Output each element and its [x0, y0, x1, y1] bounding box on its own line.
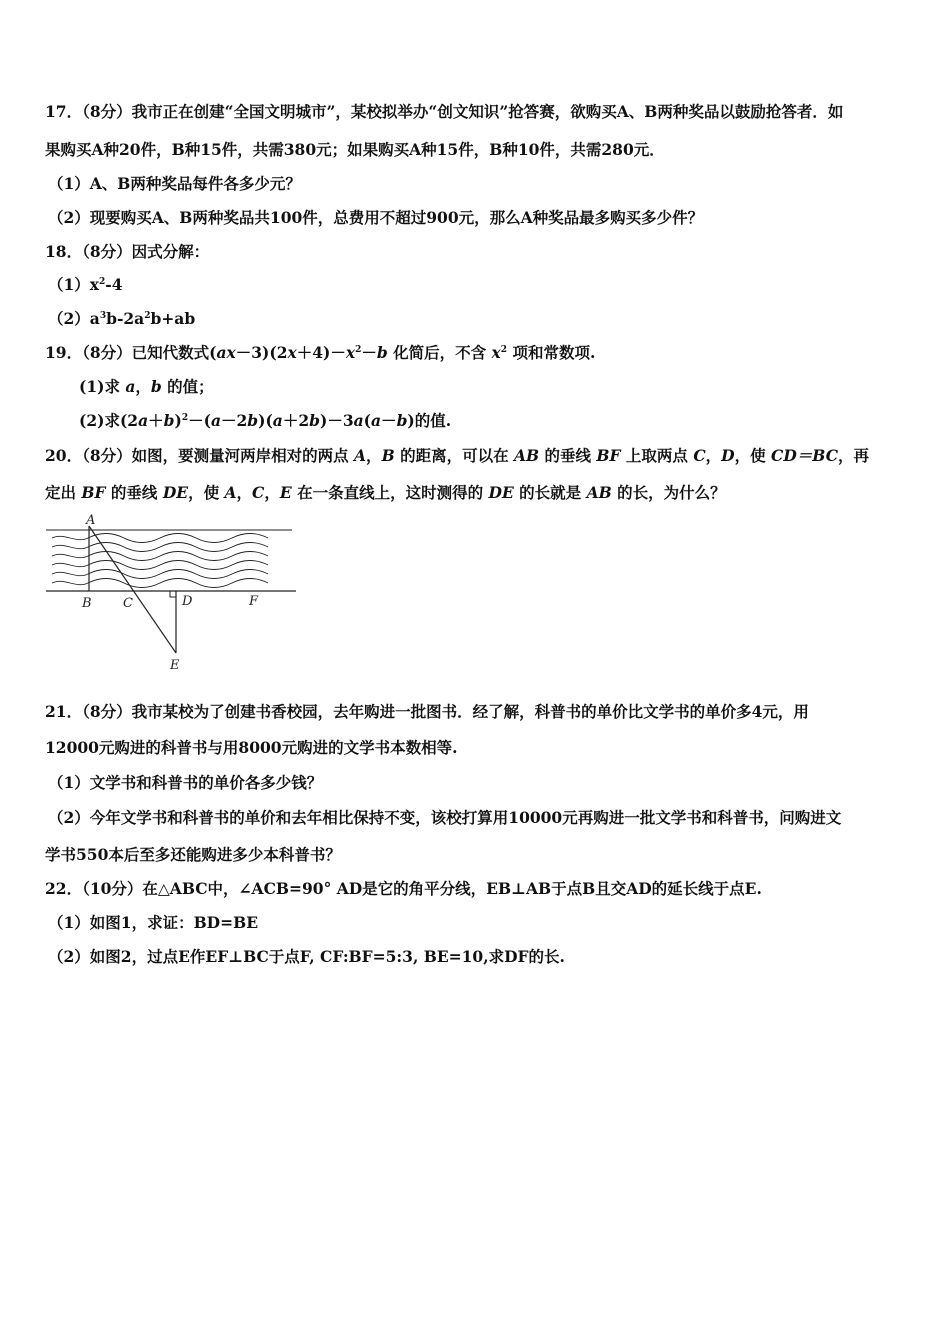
- q21-part1: （1）文学书和科普书的单价各多少钱？: [48, 773, 323, 792]
- label-D: D: [182, 594, 193, 609]
- q18-part1: $(1)x^2-4$: [48, 275, 123, 294]
- label-E: E: [170, 658, 180, 672]
- q18-part2: $(2)a^3b-2a^2b+ab$: [48, 309, 196, 328]
- label-C: C: [123, 596, 133, 611]
- q21-part2-line1: （2）今年文学书和科普书的单价和去年相比保持不变，该校打算用10000元再购进一批文学书和科普书，问购进文: [48, 808, 842, 827]
- q22-part1: （1）如图1，求证：BD=BE: [48, 913, 259, 932]
- segment-AE: [89, 526, 176, 653]
- q21-line2: 12000元购进的科普书与用8000元购进的文学书本数相等.: [45, 738, 458, 757]
- q19-line1: 19．（8分）已知代数式$(ax-3)(2x+4)-x^2-b$ 化简后，不含 $x^2$ 项和常数项.: [45, 343, 596, 362]
- label-F: F: [249, 594, 259, 609]
- q22-part2: （2）如图2，过点E作EF⊥BC于点F, CF:BF=5:3, BE=10,求DF的长.: [48, 947, 565, 966]
- q22-line1: 22．（10分）在△ABC中，∠ACB=90° AD是它的角平分线，EB⊥AB于点B且交AD的延长线于点E.: [45, 879, 762, 898]
- q18-line1: 18．（8分）因式分解：: [45, 242, 210, 261]
- q20-line2: 定出 BF 的垂线 DE，使 A，C，E 在一条直线上，这时测得的 DE 的长就是 AB 的长，为什么？: [45, 483, 726, 502]
- q21-line1: 21．（8分）我市某校为了创建书香校园，去年购进一批图书．经了解，科普书的单价比文学书的单价多4元，用: [45, 702, 809, 721]
- river-waves: [52, 534, 268, 588]
- q21-part2-line2: 学书550本后至多还能购进多少本科普书？: [45, 845, 341, 864]
- label-B: B: [82, 596, 92, 611]
- q17-part1: （1）A、B两种奖品每件各多少元？: [48, 174, 301, 193]
- q17-line2: 果购买A种20件，B种15件，共需380元；如果购买A种15件，B种10件，共需280元．: [45, 140, 665, 159]
- q17-line1: 17．（8分）我市正在创建“全国文明城市”，某校拟举办“创文知识”抢答赛，欲购买A、B两种奖品以鼓励抢答者．如: [45, 102, 844, 121]
- q19-part1: (1)求 a，b 的值；: [79, 377, 214, 396]
- right-angle-mark: [170, 591, 176, 597]
- label-A: A: [86, 513, 96, 528]
- river-diagram: [44, 512, 300, 672]
- q17-part2: （2）现要购买A、B两种奖品共100件，总费用不超过900元，那么A种奖品最多购买多少件？: [48, 208, 704, 227]
- q19-part2: (2)求$(2a+b)^2-(a-2b)(a+2b)-3a(a-b)$的值.: [79, 411, 452, 430]
- q20-line1: 20．（8分）如图，要测量河两岸相对的两点 A，B 的距离，可以在 AB 的垂线 BF 上取两点 C，D，使 CD＝BC，再: [45, 446, 870, 465]
